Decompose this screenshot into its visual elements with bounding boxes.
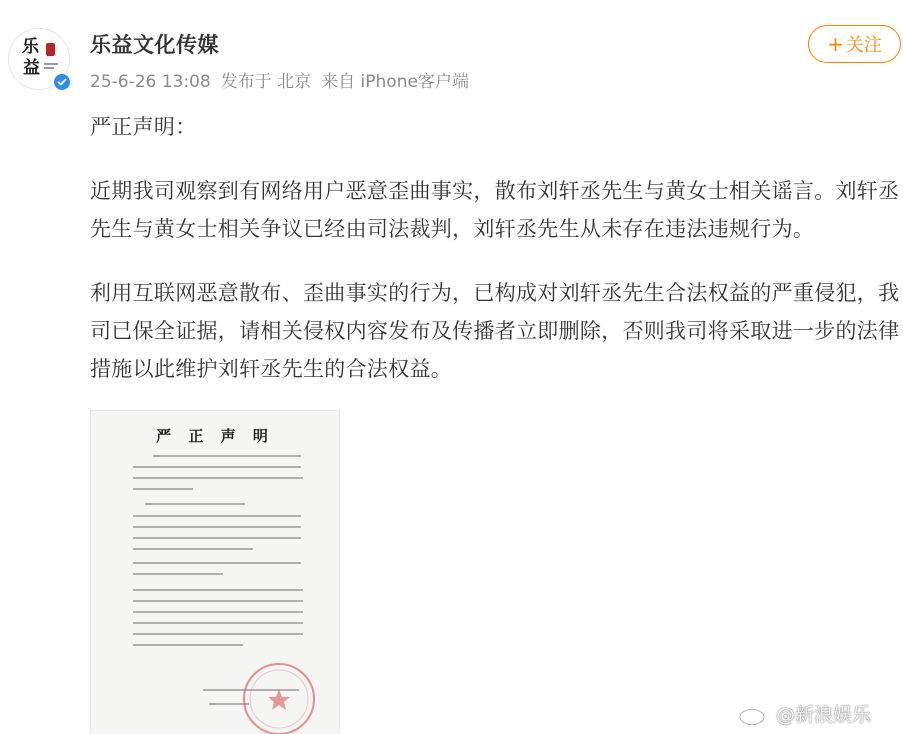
watermark-text: @新浪娱乐 <box>776 704 872 726</box>
document-title: 严 正 声 明 <box>156 427 274 445</box>
company-seal-icon <box>241 661 317 734</box>
follow-button-label: 关注 <box>845 35 882 56</box>
document-text-line <box>133 562 301 564</box>
document-text-line <box>133 644 243 646</box>
avatar-logo-char-1: 乐 <box>22 37 39 57</box>
document-text-line <box>133 537 301 539</box>
document-text-line <box>133 622 303 624</box>
document-text-line <box>133 611 303 613</box>
document-text-line <box>153 455 301 457</box>
weibo-logo-icon <box>738 703 772 725</box>
document-text-line <box>133 548 253 550</box>
avatar-seal-icon <box>46 43 55 56</box>
document-text-line <box>133 526 301 528</box>
follow-button[interactable] <box>808 25 901 63</box>
post-location: 发布于 北京 <box>220 72 312 92</box>
username[interactable]: 乐益文化传媒 <box>90 33 219 57</box>
avatar[interactable] <box>8 28 74 94</box>
plus-icon: + <box>827 32 844 56</box>
post-timestamp[interactable]: 25-6-26 13:08 <box>90 72 211 92</box>
document-text-line <box>133 600 303 602</box>
document-text-line <box>133 573 223 575</box>
post-paragraph: 严正声明： <box>90 115 197 139</box>
post-source: 来自 iPhone客户端 <box>321 72 469 92</box>
verified-badge-icon <box>53 73 71 91</box>
post-meta <box>90 70 479 94</box>
document-image[interactable] <box>90 410 340 734</box>
document-text-line <box>133 515 301 517</box>
avatar-subtext-line <box>44 67 54 69</box>
document-text-line <box>145 503 245 505</box>
avatar-subtext-line <box>44 63 58 65</box>
document-text-line <box>133 477 303 479</box>
document-text-line <box>133 633 303 635</box>
document-text-line <box>133 488 193 490</box>
document-text-line <box>133 589 303 591</box>
post-paragraph: 利用互联网恶意散布、歪曲事实的行为，已构成对刘轩丞先生合法权益的严重侵犯，我司已保全证据，请相关侵权内容发布及传播者立即删除，否则我司将采取进一步的法律措施以此维护刘轩丞先生的合法权益。 <box>90 281 900 381</box>
avatar-logo-char-2: 益 <box>23 58 40 78</box>
post-body <box>90 108 902 388</box>
document-text-line <box>133 466 301 468</box>
post-paragraph: 近期我司观察到有网络用户恶意歪曲事实，散布刘轩丞先生与黄女士相关谣言。刘轩丞先生与黄女士相关争议已经由司法裁判，刘轩丞先生从未存在违法违规行为。 <box>90 179 900 241</box>
watermark <box>738 700 871 727</box>
